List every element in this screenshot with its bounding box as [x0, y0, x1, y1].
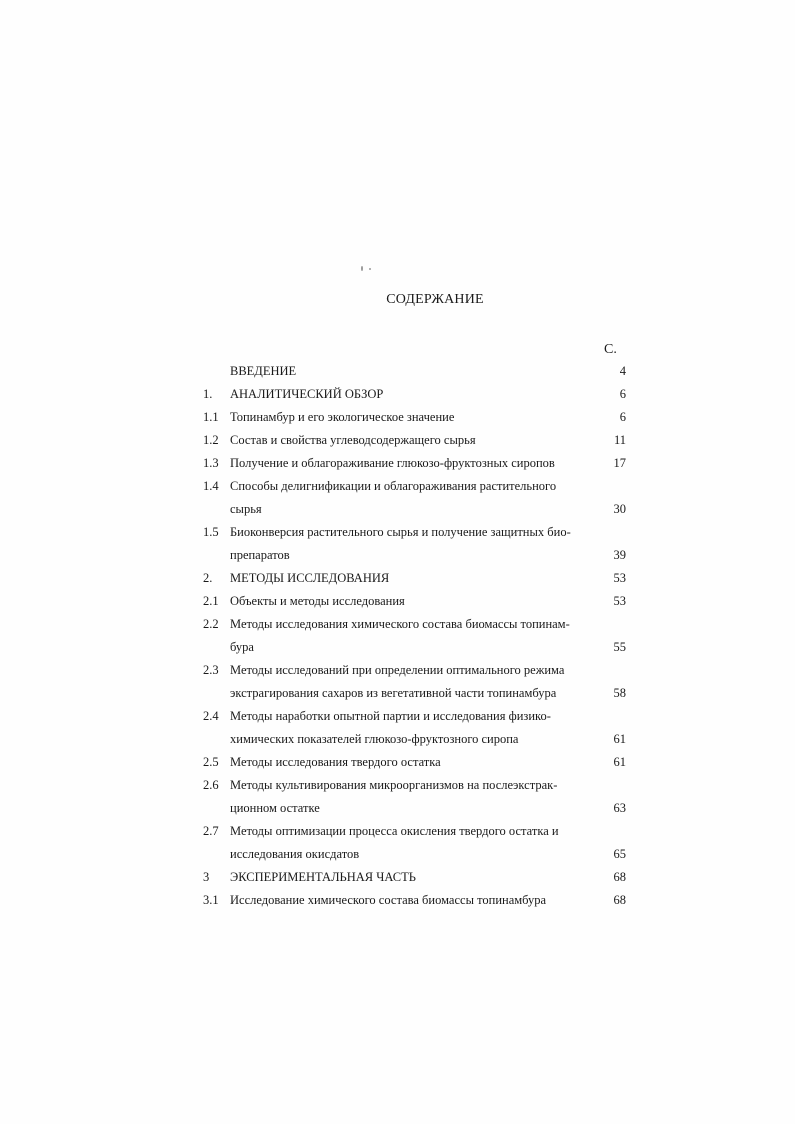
toc-entry-page: 65	[613, 847, 626, 861]
toc-entry-title: Состав и свойства углеводсодержащего сырья	[230, 433, 476, 447]
toc-entry-title: исследования окисдатов	[230, 847, 360, 861]
toc-entry-title: Методы исследования твердого остатка	[230, 755, 441, 769]
toc-entry-number: 2.	[203, 571, 213, 585]
toc-line	[200, 406, 630, 429]
toc-entry	[200, 774, 630, 820]
toc-entry-number: 2.6	[203, 778, 219, 792]
toc-entry-number: 2.4	[203, 709, 219, 723]
toc-entry-page: 39	[613, 548, 626, 562]
toc-entry	[200, 866, 630, 889]
toc-entry-page: 68	[613, 893, 626, 907]
toc-entry-number: 2.5	[203, 755, 219, 769]
toc-entry	[200, 751, 630, 774]
toc-entry-title: препаратов	[230, 548, 290, 562]
toc-entry-number: 1.1	[203, 410, 219, 424]
toc-entry-title: Методы оптимизации процесса окисления твердого остатка и	[230, 824, 559, 838]
toc-entry-title: ЭКСПЕРИМЕНТАЛЬНАЯ ЧАСТЬ	[230, 870, 416, 884]
toc-entry-title: Методы исследования химического состава биомассы топинам-	[230, 617, 570, 631]
toc-entry	[200, 889, 630, 912]
page-title: СОДЕРЖАНИЕ	[386, 292, 484, 307]
page-column-label: С.	[604, 342, 617, 357]
toc-entry-title: Получение и облагораживание глюкозо-фруктозных сиропов	[230, 456, 555, 470]
toc-entry-page: 6	[619, 387, 626, 401]
toc-entry-number: 1.5	[203, 525, 219, 539]
toc-entry	[200, 705, 630, 751]
toc-entry-page: 6	[619, 410, 626, 424]
toc-line	[200, 797, 630, 820]
toc-line	[200, 751, 630, 774]
toc-entry-page: 11	[613, 433, 626, 447]
toc-entry-title: ционном остатке	[230, 801, 320, 815]
toc-entry-page: 55	[613, 640, 626, 654]
toc-entry	[200, 406, 630, 429]
toc-entry-title: МЕТОДЫ ИССЛЕДОВАНИЯ	[230, 571, 390, 585]
toc-line	[200, 544, 630, 567]
toc-line	[200, 452, 630, 475]
toc-entry-title: Способы делигнификации и облагораживания растительного	[230, 479, 557, 493]
toc-line	[200, 705, 630, 728]
toc-entry-title: химических показателей глюкозо-фруктозного сиропа	[230, 732, 519, 746]
toc-entry-number: 2.7	[203, 824, 219, 838]
toc-entry-title: Методы наработки опытной партии и исследования физико-	[230, 709, 551, 723]
toc-entry	[200, 429, 630, 452]
toc-entry-page: 61	[613, 732, 626, 746]
toc-entry	[200, 383, 630, 406]
toc-entry	[200, 521, 630, 567]
toc-entry-title: Топинамбур и его экологическое значение	[230, 410, 455, 424]
toc-line	[200, 682, 630, 705]
toc-line	[200, 498, 630, 521]
toc-line	[200, 889, 630, 912]
toc-entry-page: 58	[613, 686, 626, 700]
toc-entry-page: 4	[619, 364, 626, 378]
toc-entry-title: АНАЛИТИЧЕСКИЙ ОБЗОР	[230, 387, 384, 401]
toc-entry-title: Исследование химического состава биомассы топинамбура	[230, 893, 547, 907]
toc-entry-number: 2.2	[203, 617, 219, 631]
toc-line	[200, 475, 630, 498]
toc-entry-number: 3.1	[203, 893, 219, 907]
toc-entry	[200, 360, 630, 383]
toc-line	[200, 820, 630, 843]
toc-entry	[200, 452, 630, 475]
toc-entry-number: 3	[203, 870, 210, 884]
toc-entry-title: Методы культивирования микроорганизмов на послеэкстрак-	[230, 778, 558, 792]
toc-line	[200, 521, 630, 544]
toc-entry	[200, 475, 630, 521]
toc-entry-number: 1.2	[203, 433, 219, 447]
toc-entry	[200, 567, 630, 590]
toc-line	[200, 567, 630, 590]
toc-line	[200, 383, 630, 406]
toc-entry-number: 1.	[203, 387, 213, 401]
toc-entry-number: 2.3	[203, 663, 219, 677]
toc-entry	[200, 590, 630, 613]
toc-entry-page: 30	[613, 502, 626, 516]
toc-entry-number: 2.1	[203, 594, 219, 608]
toc-entry-title: Объекты и методы исследования	[230, 594, 405, 608]
toc-line	[200, 360, 630, 383]
toc-entry-title: Методы исследований при определении оптимального режима	[230, 663, 565, 677]
toc-line	[200, 866, 630, 889]
toc-entry-title: ВВЕДЕНИЕ	[230, 364, 297, 378]
toc-entry-page: 68	[613, 870, 626, 884]
scan-speck	[361, 266, 363, 271]
toc-entry-page: 53	[613, 594, 626, 608]
toc-line	[200, 636, 630, 659]
toc-line	[200, 590, 630, 613]
toc-entry-title: Биоконверсия растительного сырья и получение защитных био-	[230, 525, 571, 539]
toc-entry-number: 1.4	[203, 479, 219, 493]
toc-line	[200, 659, 630, 682]
scan-speck	[369, 268, 371, 270]
toc-entry	[200, 613, 630, 659]
toc-line	[200, 728, 630, 751]
toc-line	[200, 774, 630, 797]
toc-entry-number: 1.3	[203, 456, 219, 470]
toc-entry-title: экстрагирования сахаров из вегетативной части топинамбура	[230, 686, 557, 700]
toc-entry	[200, 820, 630, 866]
toc-entry-page: 17	[613, 456, 626, 470]
toc-entry-title: сырья	[230, 502, 262, 516]
table-of-contents	[200, 360, 630, 912]
toc-line	[200, 613, 630, 636]
toc-entry	[200, 659, 630, 705]
toc-line	[200, 429, 630, 452]
toc-entry-title: бура	[230, 640, 254, 654]
toc-entry-page: 53	[613, 571, 626, 585]
toc-entry-page: 63	[613, 801, 626, 815]
toc-entry-page: 61	[613, 755, 626, 769]
toc-line	[200, 843, 630, 866]
